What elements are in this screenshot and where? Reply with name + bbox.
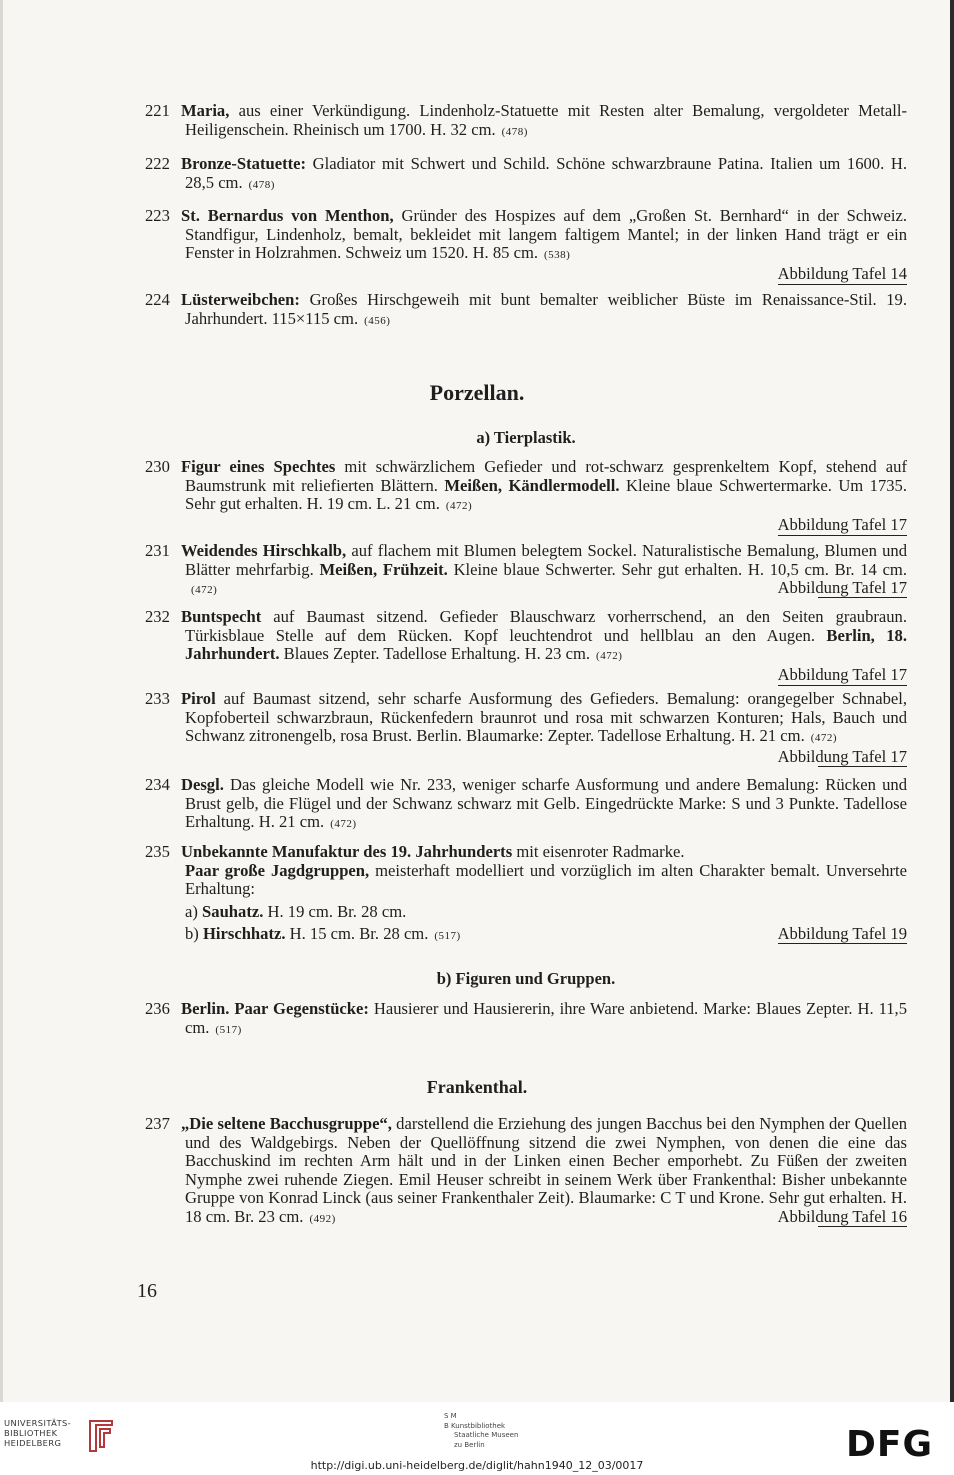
entry-text: mit eisenroter Radmarke. <box>512 842 685 861</box>
illustration-reference: Abbildung Tafel 17 <box>777 514 907 534</box>
entry-ref: (472) <box>596 650 623 662</box>
catalog-entry-232 <box>145 608 907 684</box>
dfg-logo: DFG <box>846 1424 934 1465</box>
entry-title: „Die seltene Bacchusgruppe“, <box>181 1114 392 1133</box>
catalog-entry-233 <box>145 690 907 767</box>
subsection-heading-tierplastik: a) Tierplastik. <box>476 428 576 447</box>
catalog-entry-234 <box>145 776 907 834</box>
source-url-link[interactable]: http://digi.ub.uni-heidelberg.de/diglit/hahn1940_12_03/0017 <box>310 1459 644 1472</box>
catalog-entry-221 <box>145 102 907 141</box>
catalog-entry-236 <box>145 1000 907 1039</box>
entry-number: 235 <box>145 842 170 861</box>
entry-title: Lüsterweibchen: <box>181 290 300 309</box>
entry-number: 232 <box>145 607 170 626</box>
stamp-line-4: zu Berlin <box>454 1440 485 1449</box>
entry-title: Unbekannte Manufaktur des 19. Jahrhunderts <box>181 842 513 861</box>
library-emblem-icon <box>86 1417 116 1455</box>
kunstbibliothek-stamp <box>444 1412 518 1450</box>
entry-ref: (472) <box>330 818 357 830</box>
entry-ref: (472) <box>191 584 218 596</box>
entry-title: Figur eines Spechtes <box>181 457 336 476</box>
page-right-edge <box>950 0 954 1402</box>
item-a-text: H. 19 cm. Br. 28 cm. <box>263 901 407 921</box>
illustration-reference: Abbildung Tafel 17 <box>777 664 907 684</box>
entry-number: 236 <box>145 999 170 1018</box>
catalog-entry-230 <box>145 458 907 534</box>
entry-title: Buntspecht <box>181 607 262 626</box>
entry-title: St. Bernardus von Menthon, <box>181 206 394 225</box>
item-b-text: H. 15 cm. Br. 28 cm. <box>285 924 429 943</box>
stamp-line-1: S M <box>444 1412 457 1420</box>
entry-subtitle: Paar große Jagdgruppen, <box>185 860 370 880</box>
entry-number: 234 <box>145 775 170 794</box>
entry-ref: (538) <box>544 249 571 261</box>
entry-ref: (492) <box>309 1212 336 1225</box>
university-library-logo-text <box>4 1418 71 1448</box>
stamp-line-2: B Kunstbibliothek <box>444 1421 506 1430</box>
entry-text-2: Kleine blaue Schwertermarke. Um 1735. Sehr gut erhalten. H. 19 cm. L. 21 cm. <box>185 475 907 513</box>
page-left-edge <box>0 0 3 1402</box>
illustration-reference: Abbildung Tafel 17 <box>777 578 907 597</box>
entry-title: Maria, <box>181 101 230 120</box>
catalog-entry-223 <box>145 207 907 283</box>
uni-line-3: HEIDELBERG <box>4 1438 62 1448</box>
entry-text: darstellend die Erziehung des jungen Bacchus bei den Nymphen der Quellen und des Waldgebirgs. Neben der Quellöffnung sitzend die zwei Nymphen, von denen die eine das Bacchuskind im rechten Arm hält und in der Linken einen Becher emporhebt. Zu Füßen der zweiten Nymphe zwei ruhende Ziegen. Emil Heuser schreibt in seinem Werk über Frankenthal: Bisher unbekannte Gruppe von Konrad Linck (aus seiner Frankenthaler Zeit). Blaumarke: C T und Krone. Sehr gut erhalten. H. 18 cm. Br. 23 cm. <box>185 1114 907 1226</box>
entry-subtext: meisterhaft modelliert und vorzüglich im alten Charakter bemalt. Unversehrte Erhaltung: <box>185 860 907 898</box>
entry-ref: (478) <box>248 178 275 191</box>
catalog-entry-237 <box>145 1115 907 1228</box>
entry-text-2: Kleine blaue Schwerter. Sehr gut erhalten. H. 10,5 cm. Br. 14 cm. <box>447 559 907 579</box>
entry-ref: (478) <box>501 125 528 138</box>
entry-text: Gründer des Hospizes auf dem „Großen St. Bernhard“ in der Schweiz. Standfigur, Lindenholz, bemalt, bekleidet mit langem faltigem Mantel; in der linken Hand trägt er ein Fenster in Holzrahmen. Schweiz um 1520. H. 85 cm. <box>185 206 907 262</box>
illustration-reference: Abbildung Tafel 17 <box>777 746 907 766</box>
entry-text: Hausierer und Hausiererin, ihre Ware anbietend. Marke: Blaues Zepter. H. 11,5 cm. <box>185 999 907 1037</box>
uni-line-2: BIBLIOTHEK <box>4 1428 58 1438</box>
entry-manufactory: Meißen, Frühzeit. <box>313 559 448 579</box>
entry-manufactory: Berlin, 18. Jahrhundert. <box>185 625 908 663</box>
entry-text: auf flachem mit Blumen belegtem Sockel. Naturalistische Bemalung, Blumen und Blätter mehrfarbig. <box>185 541 907 579</box>
entry-number: 233 <box>145 689 170 708</box>
catalog-entry-235 <box>145 843 907 946</box>
entry-number: 230 <box>145 457 170 476</box>
illustration-reference: Abbildung Tafel 16 <box>777 1206 907 1226</box>
entry-ref: (517) <box>434 930 461 942</box>
entry-text-2: Blaues Zepter. Tadellose Erhaltung. H. 23 cm. <box>279 644 591 663</box>
item-a-prefix: a) <box>185 901 203 921</box>
item-b-title: Hirschhatz. <box>202 924 286 943</box>
illustration-reference: Abbildung Tafel 19 <box>777 924 907 943</box>
entry-number: 221 <box>145 101 170 120</box>
uni-line-1: UNIVERSITÄTS- <box>4 1418 72 1428</box>
entry-title: Weidendes Hirschkalb, <box>181 541 347 560</box>
entry-text: aus einer Verkündigung. Lindenholz-Statuette mit Resten alter Bemalung, vergoldeter Metall-Heiligenschein. Rheinisch um 1700. H. 32 cm. <box>185 101 907 139</box>
entry-ref: (472) <box>810 732 838 744</box>
entry-number: 223 <box>145 206 170 225</box>
item-a-title: Sauhatz. <box>202 901 264 921</box>
entry-number: 231 <box>145 541 170 560</box>
catalog-entry-222 <box>145 155 907 194</box>
catalog-entry-224 <box>145 291 907 330</box>
entry-ref: (472) <box>445 500 473 512</box>
entry-title: Bronze-Statuette: <box>181 154 307 173</box>
entry-text: Das gleiche Modell wie Nr. 233, weniger scharfe Ausformung und andere Bemalung: Rücken und Brust gelb, die Flügel und der Schwanz schwarz mit Gelb. Eingedrückte Marke: S und 3 Punkte. Tadellose Erhaltung. H. 21 cm. <box>185 775 907 831</box>
subsection-heading-figuren: b) Figuren und Gruppen. <box>436 969 616 988</box>
entry-ref: (517) <box>215 1023 242 1036</box>
page-number: 16 <box>137 1280 157 1302</box>
entry-text: auf Baumast sitzend, sehr scharfe Ausformung des Gefieders. Bemalung: orangegelber Schnabel, Kopfoberteil schwarzbraun, Rückenfedern braunrot und rosa mit schwarzen Konturen; Hals, Bauch und Schwanz zitronengelb, rosa Brust. Berlin. Blaumarke: Zepter. Tadellose Erhaltung. H. 21 cm. <box>185 689 907 745</box>
entry-manufactory: Meißen, Kändlermodell. <box>437 475 620 495</box>
entry-title: Pirol <box>181 689 216 708</box>
section-heading-frankenthal: Frankenthal. <box>426 1077 528 1097</box>
entry-number: 222 <box>145 154 170 173</box>
stamp-line-3: Staatliche Museen <box>454 1431 519 1439</box>
entry-title: Desgl. <box>181 775 224 794</box>
item-b-prefix: b) <box>185 924 203 943</box>
illustration-reference: Abbildung Tafel 14 <box>777 263 907 283</box>
entry-number: 224 <box>145 290 170 309</box>
entry-title: Berlin. Paar Gegenstücke: <box>181 999 369 1018</box>
entry-ref: (456) <box>364 314 391 327</box>
entry-text: mit schwärzlichem Gefieder und rot-schwarz gesprenkeltem Kopf, stehend auf Baumstrunk mit reliefierten Blättern. <box>185 457 907 495</box>
entry-text: Gladiator mit Schwert und Schild. Schöne schwarzbraune Patina. Italien um 1600. H. 28,5 cm. <box>185 154 907 192</box>
entry-text: auf Baumast sitzend. Gefieder Blauschwarz vorherrschend, an den Seiten graubraun. Türkisblaue Stelle auf dem Rücken. Kopf leuchtendrot und hellblau an den Augen. <box>185 607 907 645</box>
section-heading-porzellan: Porzellan. <box>429 380 525 405</box>
entry-text: Großes Hirschgeweih mit bunt bemalter weiblicher Büste im Renaissance-Stil. 19. Jahrhundert. 115×115 cm. <box>185 290 907 328</box>
catalog-entry-231 <box>145 542 907 600</box>
entry-number: 237 <box>145 1114 170 1133</box>
